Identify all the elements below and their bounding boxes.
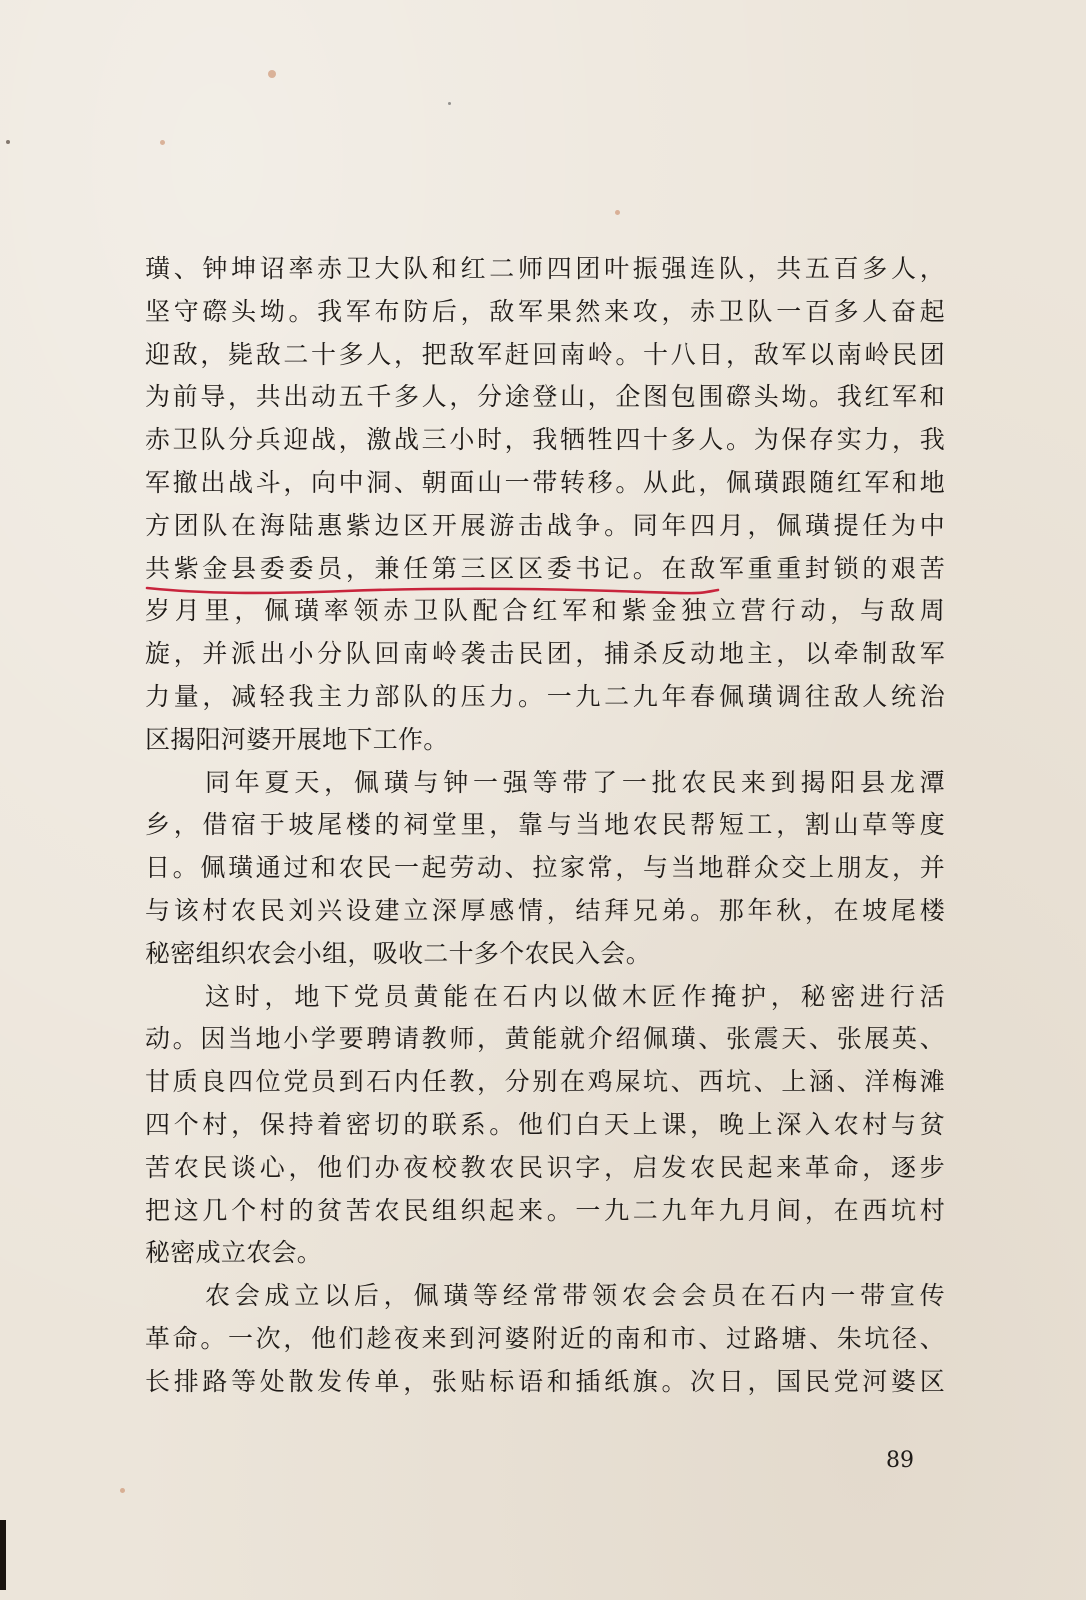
text-line: 共紫金县委委员，兼任第三区区委书记。在敌军重重封锁的艰苦 bbox=[145, 553, 945, 583]
text-line: 长排路等处散发传单，张贴标语和插纸旗。次日，国民党河婆区 bbox=[145, 1366, 945, 1396]
paper-speck bbox=[268, 70, 276, 78]
text-line: 方团队在海陆惠紫边区开展游击战争。同年四月，佩璜提任为中 bbox=[145, 510, 945, 540]
body-text bbox=[145, 248, 945, 1404]
text-line: 把这几个村的贫苦农民组织起来。一九二九年九月间，在西坑村 bbox=[145, 1195, 945, 1225]
text-line: 岁月里，佩璜率领赤卫队配合红军和紫金独立营行动，与敌周 bbox=[145, 596, 945, 626]
paragraph-start-line: 这时，地下党员黄能在石内以做木匠作掩护，秘密进行活 bbox=[205, 981, 945, 1011]
text-line: 为前导，共出动五千多人，分途登山，企图包围磜头坳。我红军和 bbox=[145, 382, 945, 412]
text-line: 秘密成立农会。 bbox=[145, 1238, 323, 1268]
text-line: 迎敌，毙敌二十多人，把敌军赶回南岭。十八日，敌军以南岭民团 bbox=[145, 339, 945, 369]
underline-stroke bbox=[147, 588, 718, 593]
text-line: 秘密组织农会小组，吸收二十多个农民入会。 bbox=[145, 938, 652, 968]
paper-speck bbox=[160, 140, 165, 145]
text-line: 日。佩璜通过和农民一起劳动、拉家常，与当地群众交上朋友，并 bbox=[145, 853, 945, 883]
text-line: 动。因当地小学要聘请教师，黄能就介绍佩璜、张震天、张展英、 bbox=[145, 1024, 945, 1054]
text-line: 甘质良四位党员到石内任教，分别在鸡屎坑、西坑、上涵、洋梅滩 bbox=[145, 1067, 945, 1097]
text-line: 革命。一次，他们趁夜来到河婆附近的南和市、过路塘、朱坑径、 bbox=[145, 1323, 945, 1353]
text-line: 区揭阳河婆开展地下工作。 bbox=[145, 724, 449, 754]
paragraph-start-line: 同年夏天，佩璜与钟一强等带了一批农民来到揭阳县龙潭 bbox=[205, 767, 945, 797]
text-line: 旋，并派出小分队回南岭袭击民团，捕杀反动地主，以牵制敌军 bbox=[145, 639, 945, 669]
text-line: 赤卫队分兵迎战，激战三小时，我牺牲四十多人。为保存实力，我 bbox=[145, 425, 945, 455]
text-line: 璜、钟坤诏率赤卫大队和红二师四团叶振强连队，共五百多人， bbox=[145, 254, 945, 283]
paper-speck bbox=[615, 210, 620, 215]
text-line: 与该村农民刘兴设建立深厚感情，结拜兄弟。那年秋，在坡尾楼 bbox=[145, 895, 945, 925]
paper-speck bbox=[6, 140, 10, 144]
text-line: 力量，减轻我主力部队的压力。一九二九年春佩璜调往敌人统治 bbox=[145, 681, 945, 711]
text-line: 乡，借宿于坡尾楼的祠堂里，靠与当地农民帮短工，割山草等度 bbox=[145, 810, 945, 840]
page-number: 89 bbox=[886, 1448, 914, 1473]
text-line: 苦农民谈心，他们办夜校教农民识字，启发农民起来革命，逐步 bbox=[145, 1152, 945, 1182]
red-pen-underline bbox=[145, 582, 720, 602]
text-line: 坚守磜头坳。我军布防后，敌军果然来攻，赤卫队一百多人奋起 bbox=[145, 296, 945, 326]
paper-speck bbox=[448, 102, 451, 105]
scan-edge-mark bbox=[0, 1520, 6, 1590]
paper-speck bbox=[120, 1488, 125, 1493]
text-line: 四个村，保持着密切的联系。他们白天上课，晚上深入农村与贫 bbox=[145, 1109, 945, 1139]
text-line: 军撤出战斗，向中洞、朝面山一带转移。从此，佩璜跟随红军和地 bbox=[145, 467, 945, 497]
paragraph-start-line: 农会成立以后，佩璜等经常带领农会会员在石内一带宣传 bbox=[205, 1281, 945, 1311]
